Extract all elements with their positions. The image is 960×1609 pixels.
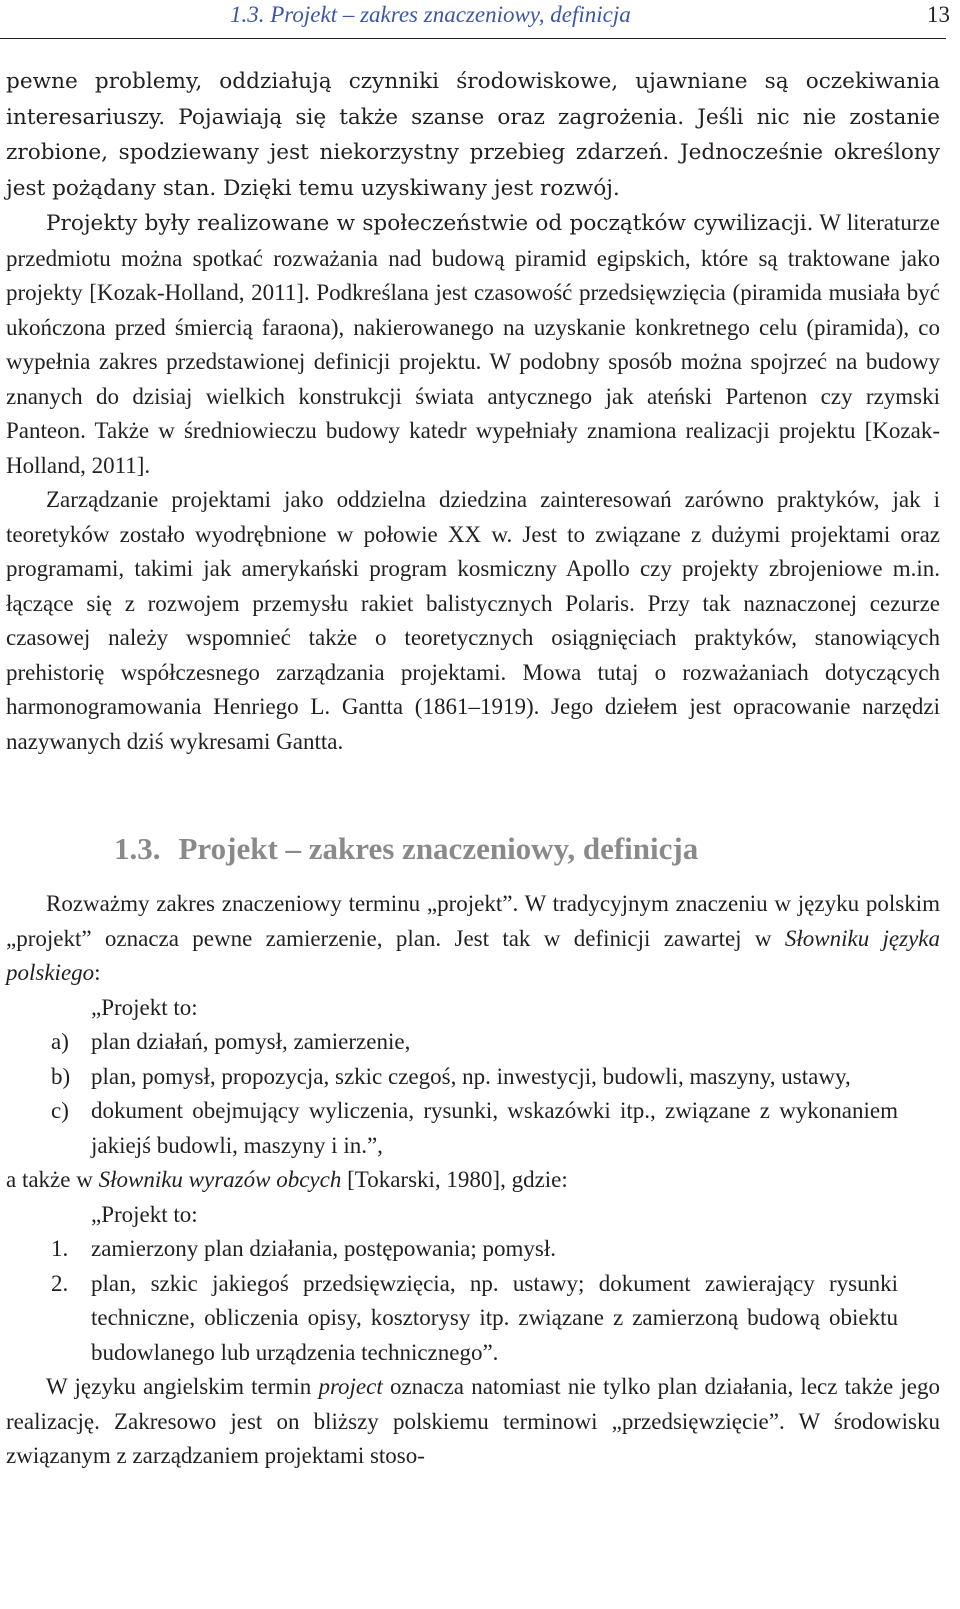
running-header xyxy=(0,0,960,44)
bridge-text: a także w xyxy=(6,1167,99,1192)
english-term: project xyxy=(318,1374,383,1399)
header-rule xyxy=(0,38,946,39)
section-title: Projekt – zakres znaczeniowy, definicja xyxy=(178,831,699,866)
paragraph-text: Zarządzanie projektami jako oddzielna dziedzina zainteresowań zarówno praktyków, jak i teoretyków zostało wyodrębnione w połowie XX w. Jest to związane z dużymi projektami oraz programami, takimi jak amerykański program kosmiczny Apollo czy projekty zbrojeniowe m.in. łączące się z rozwojem przemysłu rakiet balistycznych Polaris. Przy tak naznaczonej cezurze czasowej należy wspomnieć także o teoretycznych osiągnięciach praktyków, stanowiących prehistorię współczesnego zarządzania projektami. Mowa tutaj o rozważaniach dotyczących harmonogramowania Henriego L. Gantta (1861–1919). Jego dziełem jest opracowanie narzędzi nazywanych dziś wykresami Gantta. xyxy=(6,487,940,754)
list-item-text: plan działań, pomysł, zamierzenie, xyxy=(91,1029,411,1054)
section-number: 1.3. xyxy=(114,831,161,866)
quote-opening: „Projekt to: xyxy=(91,994,198,1020)
page-body xyxy=(6,64,940,1474)
paragraph-continued xyxy=(6,64,940,206)
list-item xyxy=(6,1025,940,1060)
paragraph xyxy=(6,206,940,483)
list-marker: c) xyxy=(51,1098,69,1123)
quote-opening: „Projekt to: xyxy=(91,1201,198,1227)
closing-paragraph xyxy=(6,1370,940,1474)
paragraph xyxy=(6,483,940,759)
paragraph-text: Projekty były realizowane w społeczeństwie od początków cywilizacji. xyxy=(46,211,814,236)
intro-text: Rozważmy zakres znaczeniowy terminu „projekt”. W tradycyjnym znaczeniu w języku polskim „projekt” oznacza pewne zamierzenie, plan. Jest tak w definicji zawartej w xyxy=(6,891,940,951)
list-item xyxy=(6,1094,940,1163)
list-marker: a) xyxy=(51,1029,69,1054)
definition-list xyxy=(6,1025,940,1163)
paragraph-text: pewne problemy, oddziałują czynniki środowiskowe, ujawniane są oczekiwania interesariuszy. Pojawiają się także szanse oraz zagrożenia. Jeśli nic nie zostanie zrobione, spodziewany jest niekorzystny przebieg zdarzeń. Jednocześnie określony jest pożądany stan. Dzięki temu uzyskiwany jest rozwój. xyxy=(6,69,940,201)
dictionary-title: Słowniku wyrazów obcych xyxy=(98,1167,342,1192)
list-item-text: plan, szkic jakiegoś przedsięwzięcia, np. ustawy; dokument zawierający rysunki techniczne, obliczenia opisy, kosztorysy itp. związane z zamierzoną budową obiektu budowlanego lub urządzenia technicznego”. xyxy=(91,1270,898,1365)
list-item-text: zamierzony plan działania, postępowania; pomysł. xyxy=(91,1236,556,1261)
dictionary-title: Słowniku języka polskiego xyxy=(6,925,941,985)
list-item xyxy=(6,1060,940,1095)
list-marker: 1. xyxy=(51,1236,69,1261)
list-item-text: dokument obejmujący wyliczenia, rysunki, wskazówki itp., związane z wykonaniem jakiejś budowli, maszyny i in.”, xyxy=(91,1098,898,1158)
page-number: 13 xyxy=(927,2,950,27)
list-marker: 2. xyxy=(51,1270,69,1296)
intro-text-end: : xyxy=(94,960,101,985)
running-header-title: 1.3. Projekt – zakres znaczeniowy, definicja xyxy=(230,2,631,27)
paragraph-text: W literaturze przedmiotu można spotkać rozważania nad budową piramid egipskich, które są traktowane jako projekty [Kozak-Holland, 2011]. Podkreślana jest czasowość przedsięwzięcia (piramida musiała być ukończona przed śmiercią faraona), nakierowanego na uzyskanie konkretnego celu (piramida), co wypełnia zakres przedstawionej definicji projektu. W podobny sposób można spojrzeć na budowy znanych do dzisiaj wielkich konstrukcji świata antycznego jak ateński Partenon czy rzymski Panteon. Także w średniowieczu budowy katedr wypełniały znamiona realizacji projektu [Kozak-Holland, 2011]. xyxy=(6,210,940,478)
intro-paragraph xyxy=(6,887,940,991)
bridge-text-end: [Tokarski, 1980], gdzie: xyxy=(341,1167,568,1192)
list-item-text: plan, pomysł, propozycja, szkic czegoś, np. inwestycji, budowli, maszyny, ustawy, xyxy=(91,1063,851,1089)
bridge-paragraph xyxy=(6,1163,940,1198)
definition-list xyxy=(6,1232,940,1370)
section-heading xyxy=(6,829,940,869)
list-marker: b) xyxy=(51,1063,71,1089)
list-item xyxy=(6,1267,940,1371)
closing-text: W języku angielskim termin xyxy=(46,1374,319,1399)
list-item xyxy=(6,1232,940,1267)
closing-text-end: oznacza natomiast nie tylko plan działania, lecz także jego realizację. Zakresowo jest on bliższy polskiemu terminowi „przedsięwzięcie”. W środowisku związanym z zarządzaniem projektami stoso- xyxy=(6,1374,940,1468)
